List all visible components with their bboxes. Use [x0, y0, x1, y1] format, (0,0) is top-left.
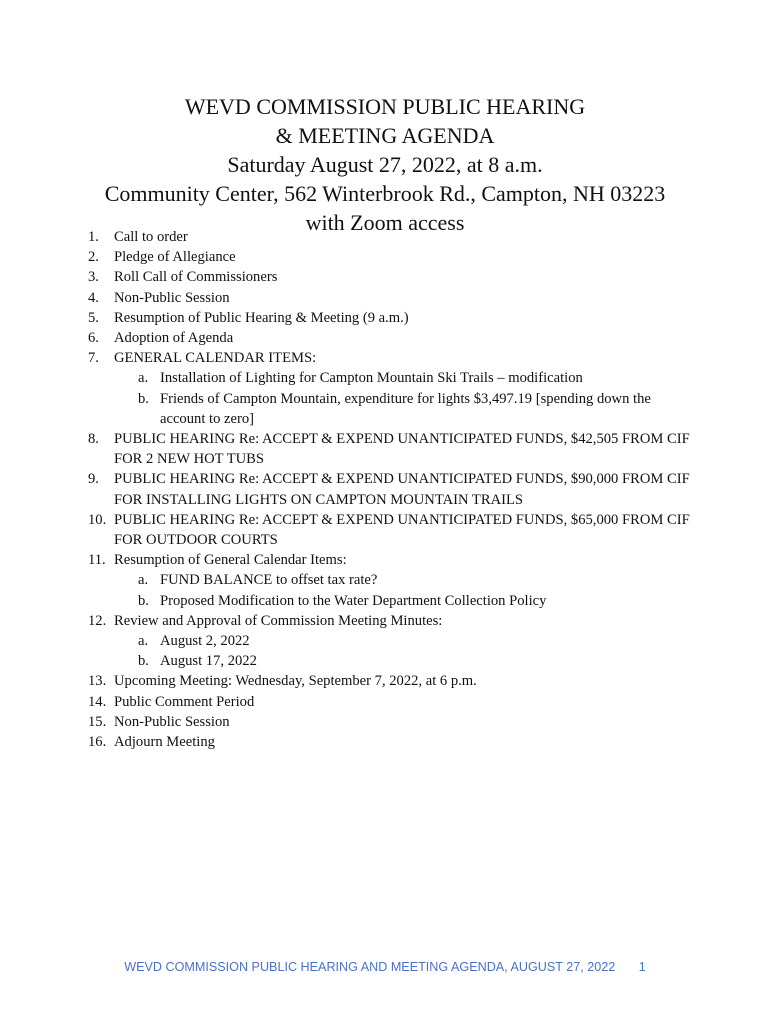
- agenda-item-text: Review and Approval of Commission Meeting Minutes:: [114, 612, 443, 629]
- agenda-item-text: PUBLIC HEARING Re: ACCEPT & EXPEND UNANTICIPATED FUNDS, $42,505 FROM CIF FOR 2 NEW HOT TUBS: [114, 431, 690, 468]
- agenda-item-number: 15.: [88, 713, 107, 730]
- agenda-item: [88, 692, 698, 712]
- agenda-subitems: [114, 631, 698, 671]
- footer-title: WEVD COMMISSION PUBLIC HEARING AND MEETING AGENDA, AUGUST 27, 2022: [124, 960, 616, 974]
- agenda-item-number: 5.: [88, 309, 99, 326]
- agenda-subitem-letter: b.: [138, 390, 149, 407]
- agenda-item-number: 4.: [88, 289, 99, 306]
- title-line-2: & MEETING AGENDA: [275, 123, 495, 148]
- agenda-item-text: Non-Public Session: [114, 713, 230, 730]
- agenda-subitem-letter: b.: [138, 653, 149, 670]
- agenda-item: [88, 712, 698, 732]
- page-number: 1: [638, 960, 646, 974]
- agenda-item-text: PUBLIC HEARING Re: ACCEPT & EXPEND UNANTICIPATED FUNDS, $65,000 FROM CIF FOR OUTDOOR COURTS: [114, 511, 690, 549]
- agenda-item-number: 6.: [88, 330, 99, 347]
- agenda-item-text: Public Comment Period: [114, 693, 255, 710]
- agenda-subitem-letter: a.: [138, 572, 149, 589]
- agenda-item-number: 16.: [88, 734, 107, 751]
- agenda-item-number: 1.: [88, 229, 99, 245]
- agenda-item: [88, 732, 698, 752]
- agenda-item: [88, 328, 698, 348]
- agenda-item-number: 10.: [88, 511, 107, 528]
- agenda-item-text: PUBLIC HEARING Re: ACCEPT & EXPEND UNANTICIPATED FUNDS, $90,000 FROM CIF FOR INSTALLING LIGHTS ON CAMPTON MOUNTAIN TRAILS: [114, 471, 690, 508]
- agenda-subitems: [114, 570, 698, 610]
- agenda-subitem-text: FUND BALANCE to offset tax rate?: [160, 572, 378, 589]
- agenda-subitem-text: Friends of Campton Mountain, expenditure for lights $3,497.19 [spending down the account to zero]: [160, 390, 651, 427]
- agenda-item: [88, 429, 698, 469]
- agenda-subitem-text: August 17, 2022: [160, 653, 257, 670]
- meeting-date: Saturday August 27, 2022, at 8 a.m.: [227, 152, 543, 177]
- page-footer: [0, 960, 770, 974]
- agenda-item: [88, 348, 698, 429]
- agenda-item: [88, 267, 698, 287]
- agenda-subitem: [114, 570, 698, 590]
- agenda-item-text: Resumption of General Calendar Items:: [114, 552, 347, 569]
- document-title: [0, 92, 770, 237]
- agenda-item: [88, 227, 698, 247]
- agenda-list: [88, 227, 698, 752]
- agenda-item-number: 14.: [88, 693, 107, 710]
- agenda-item: [88, 671, 698, 691]
- agenda-subitem-text: August 2, 2022: [160, 633, 250, 650]
- agenda-item-number: 8.: [88, 431, 99, 448]
- agenda-item: [88, 611, 698, 672]
- agenda-subitem-text: Installation of Lighting for Campton Mountain Ski Trails – modification: [160, 370, 583, 387]
- agenda-subitems: [114, 368, 698, 429]
- agenda-item: [88, 510, 698, 550]
- agenda-item-text: Adoption of Agenda: [114, 330, 234, 347]
- agenda-item: [88, 288, 698, 308]
- agenda-subitem: [114, 368, 698, 388]
- agenda-subitem-text: Proposed Modification to the Water Department Collection Policy: [160, 592, 547, 609]
- agenda-item-text: GENERAL CALENDAR ITEMS:: [114, 350, 317, 367]
- agenda-item-text: Adjourn Meeting: [114, 734, 215, 751]
- agenda-item-number: 9.: [88, 471, 99, 488]
- zoom-access-note: with Zoom access: [305, 210, 465, 235]
- agenda-item-text: Upcoming Meeting: Wednesday, September 7, 2022, at 6 p.m.: [114, 673, 477, 690]
- agenda-item-text: Pledge of Allegiance: [114, 249, 236, 266]
- meeting-location: Community Center, 562 Winterbrook Rd., Campton, NH 03223: [104, 181, 666, 206]
- agenda-item-text: Call to order: [114, 229, 188, 245]
- agenda-item-number: 11.: [88, 552, 106, 569]
- agenda-item-number: 3.: [88, 269, 99, 286]
- title-line-1: WEVD COMMISSION PUBLIC HEARING: [184, 94, 586, 119]
- agenda-subitem-letter: b.: [138, 592, 149, 609]
- agenda-item-number: 7.: [88, 350, 99, 367]
- agenda-item: [88, 308, 698, 328]
- agenda-item: [88, 550, 698, 611]
- agenda-item: [88, 247, 698, 267]
- agenda-subitem: [114, 591, 698, 611]
- agenda-item-number: 13.: [88, 673, 107, 690]
- agenda-subitem: [114, 651, 698, 671]
- agenda-item-number: 12.: [88, 612, 107, 629]
- agenda-item-text: Roll Call of Commissioners: [114, 269, 278, 286]
- agenda-item-text: Non-Public Session: [114, 289, 230, 306]
- agenda-subitem-letter: a.: [138, 633, 149, 650]
- agenda-subitem: [114, 389, 698, 429]
- agenda-item: [88, 469, 698, 509]
- agenda-subitem: [114, 631, 698, 651]
- agenda-item-text: Resumption of Public Hearing & Meeting (9 a.m.): [114, 309, 409, 326]
- agenda-item-number: 2.: [88, 249, 99, 266]
- agenda-subitem-letter: a.: [138, 370, 149, 387]
